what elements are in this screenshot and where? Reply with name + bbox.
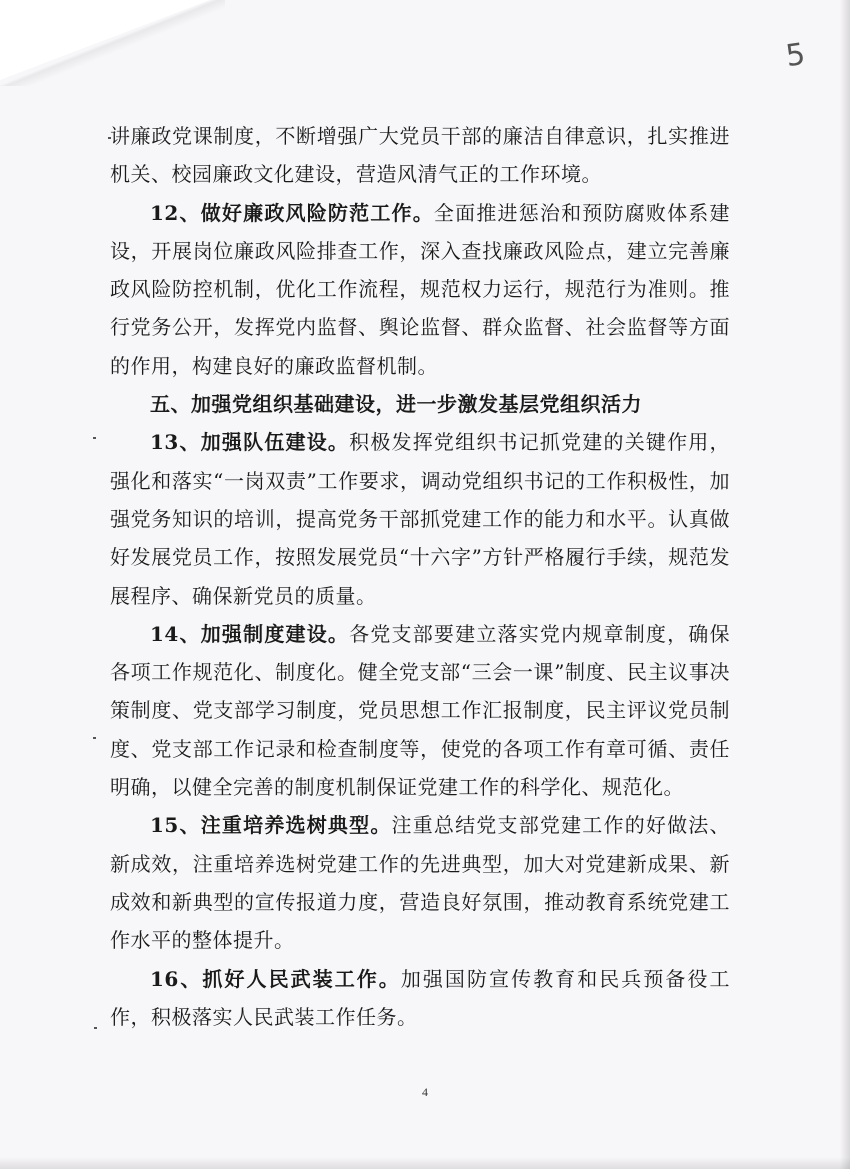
paragraph-text: 积极发挥党组织书记抓党建的关键作用，强化和落实“一岗双责”工作要求，调动党组织书记的工作积极性，加强党务知识的培训，提高党务干部抓党建工作的能力和水平。认真做好发展党员工作，按照发展党员“十六字”方针严格履行手续，规范发展程序、确保新党员的质量。 bbox=[110, 430, 730, 608]
item-heading: 13、加强队伍建设。 bbox=[150, 430, 350, 455]
scan-speck bbox=[93, 437, 96, 439]
item-heading: 15、注重培养选树典型。 bbox=[150, 813, 392, 838]
scan-bottom-edge bbox=[0, 1157, 850, 1169]
paragraph-text: 加强国防宣传教育和民兵预备役工作，积极落实人民武装工作任务。 bbox=[110, 966, 730, 1029]
scan-right-edge bbox=[840, 0, 850, 1169]
paragraph-item-16 bbox=[110, 960, 730, 1037]
document-body bbox=[110, 117, 730, 1036]
item-heading: 16、抓好人民武装工作。 bbox=[150, 966, 401, 991]
scan-speck bbox=[93, 737, 96, 739]
scan-fold-shadow bbox=[0, 0, 225, 86]
paragraph-text: 全面推进惩治和预防腐败体系建设，开展岗位廉政风险排查工作，深入查找廉政风险点，建立完善廉政风险防控机制，优化工作流程，规范权力运行，规范行为准则。推行党务公开，发挥党内监督、舆论监督、群众监督、社会监督等方面的作用，构建良好的廉政监督机制。 bbox=[110, 200, 730, 378]
paragraph-continued bbox=[110, 117, 730, 194]
paragraph-text: 注重总结党支部党建工作的好做法、新成效，注重培养选树党建工作的先进典型，加大对党建新成果、新成效和新典型的宣传报道力度，营造良好氛围，推动教育系统党建工作水平的整体提升。 bbox=[110, 813, 730, 953]
handwritten-page-mark: 5 bbox=[783, 36, 808, 75]
paragraph-item-13 bbox=[110, 423, 730, 614]
paragraph-item-14 bbox=[110, 615, 730, 806]
item-heading: 14、加强制度建设。 bbox=[150, 621, 350, 646]
page-number: 4 bbox=[422, 1085, 428, 1099]
paragraph-text: 各党支部要建立落实党内规章制度，确保各项工作规范化、制度化。健全党支部“三会一课”制度、民主议事决策制度、党支部学习制度，党员思想工作汇报制度，民主评议党员制度、党支部工作记录和检查制度等，使党的各项工作有章可循、责任明确，以健全完善的制度机制保证党建工作的科学化、规范化。 bbox=[110, 621, 730, 800]
paragraph-item-15 bbox=[110, 806, 730, 959]
paragraph-item-12 bbox=[110, 194, 730, 385]
section-heading-5: 五、加强党组织基础建设，进一步激发基层党组织活力 bbox=[150, 392, 642, 417]
scan-speck bbox=[94, 1027, 97, 1029]
item-heading: 12、做好廉政风险防范工作。 bbox=[150, 200, 434, 225]
paragraph-text: 讲廉政党课制度，不断增强广大党员干部的廉洁自律意识，扎实推进机关、校园廉政文化建设，营造风清气正的工作环境。 bbox=[110, 124, 730, 187]
